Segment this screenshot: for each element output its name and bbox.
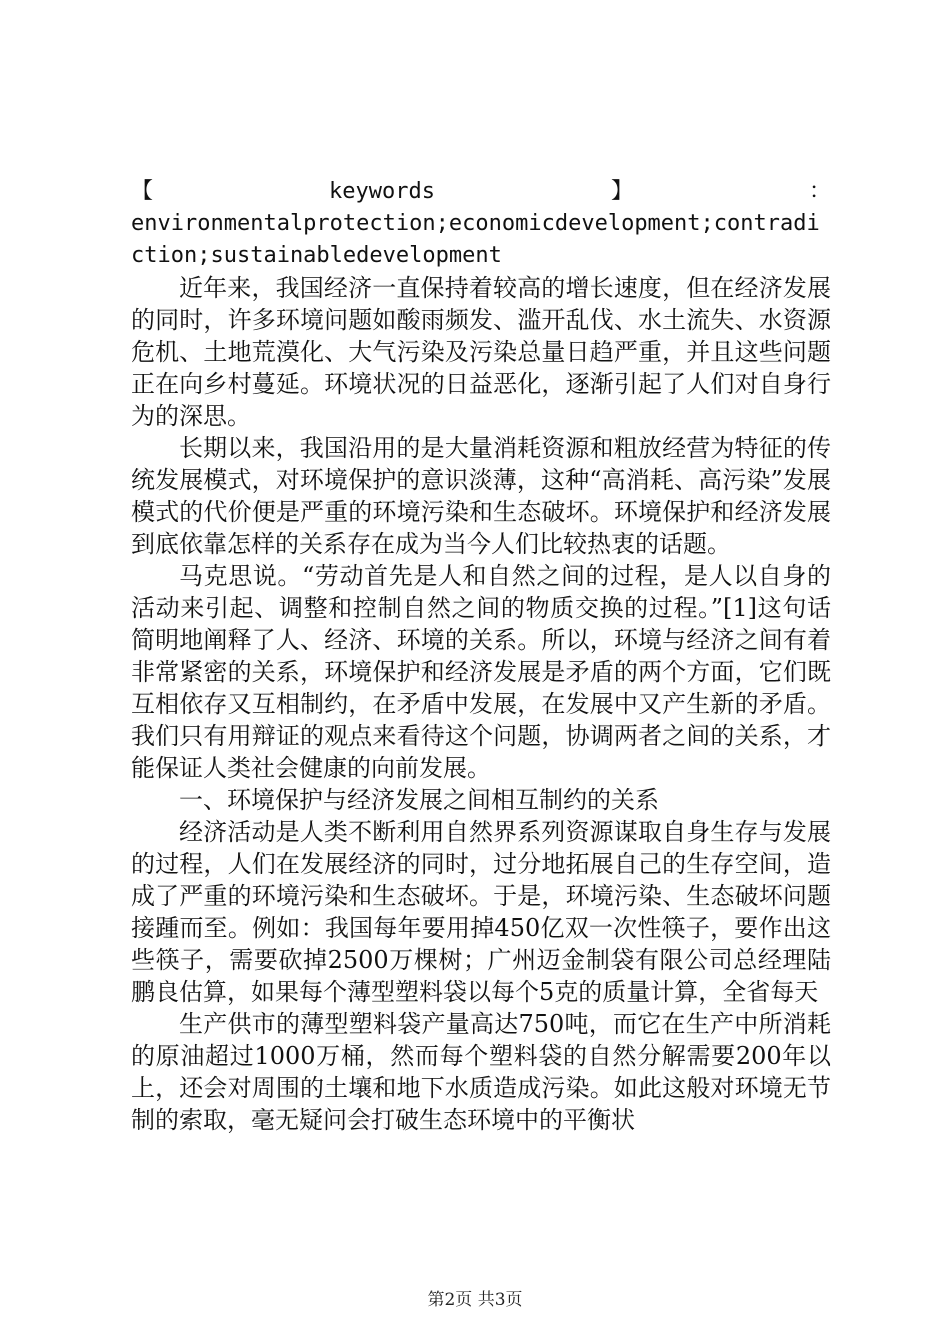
page-number: 第2页 共3页 — [427, 1290, 523, 1310]
keywords-close-bracket: 】 — [610, 179, 633, 204]
paragraph-plastic-bags: 生产供市的薄型塑料袋产量高达750吨，而它在生产中所消耗的原油超过1000万桶，然而每个塑料袋的自然分解需要200年以上，还会对周围的土壤和地下水质造成污染。如此这般对环境无节制的索取，毫无疑问会打破生态环境中的平衡状 — [131, 1010, 831, 1134]
page-footer — [0, 1285, 950, 1310]
keywords-label: keywords — [329, 179, 435, 204]
keywords-text: environmentalprotection;economicdevelopment;contradiction;sustainabledevelopment — [131, 211, 820, 268]
keywords-label-line — [131, 176, 831, 208]
section-heading: 一、环境保护与经济发展之间相互制约的关系 — [179, 786, 659, 814]
paragraph-development-model: 长期以来，我国沿用的是大量消耗资源和粗放经营为特征的传统发展模式，对环境保护的意识淡薄，这种“高消耗、高污染”发展模式的代价便是严重的环境污染和生态破坏。环境保护和经济发展到底依靠怎样的关系存在成为当今人们比较热衷的话题。 — [131, 434, 831, 558]
document-body — [131, 176, 831, 1136]
paragraph-economic-activity: 经济活动是人类不断利用自然界系列资源谋取自身生存与发展的过程，人们在发展经济的同时，过分地拓展自己的生存空间，造成了严重的环境污染和生态破坏。于是，环境污染、生态破坏问题接踵而至。例如：我国每年要用掉450亿双一次性筷子，要作出这些筷子，需要砍掉2500万棵树；广州迈金制袋有限公司总经理陆鹏良估算，如果每个薄型塑料袋以每个5克的质量计算，全省每天 — [131, 818, 831, 1006]
paragraph-intro: 近年来，我国经济一直保持着较高的增长速度，但在经济发展的同时，许多环境问题如酸雨频发、滥开乱伐、水土流失、水资源危机、土地荒漠化、大气污染及污染总量日趋严重，并且这些问题正在向乡村蔓延。环境状况的日益恶化，逐渐引起了人们对自身行为的深思。 — [131, 274, 831, 430]
paragraph-marx-quote: 马克思说。“劳动首先是人和自然之间的过程，是人以自身的活动来引起、调整和控制自然之间的物质交换的过程。”[1]这句话简明地阐释了人、经济、环境的关系。所以，环境与经济之间有着非常紧密的关系，环境保护和经济发展是矛盾的两个方面，它们既互相依存又互相制约，在矛盾中发展，在发展中又产生新的矛盾。我们只有用辩证的观点来看待这个问题，协调两者之间的关系，才能保证人类社会健康的向前发展。 — [131, 562, 831, 782]
keywords-colon: ： — [808, 179, 831, 204]
keywords-open-bracket: 【 — [131, 179, 154, 204]
